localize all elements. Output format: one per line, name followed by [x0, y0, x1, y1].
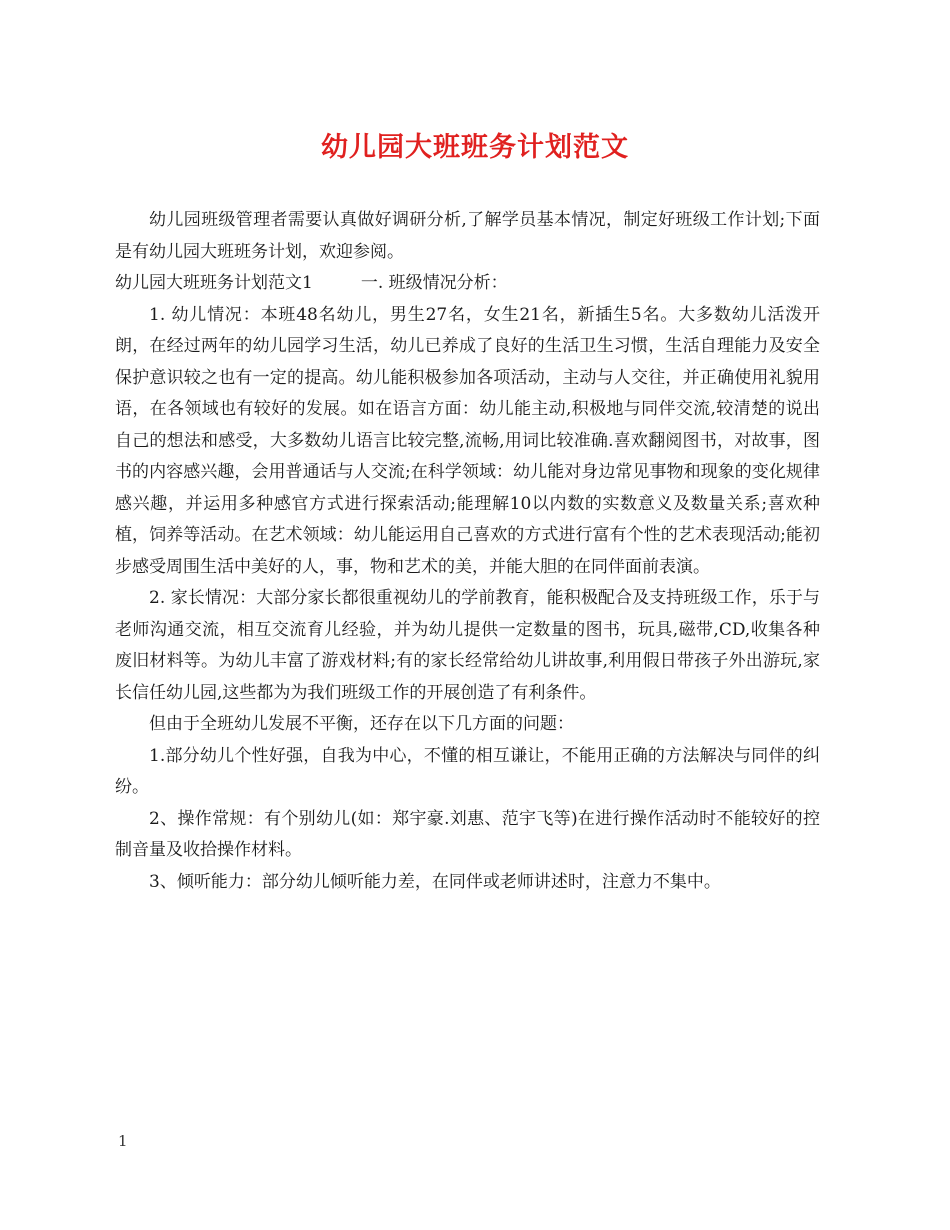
- subheading-title: 幼儿园大班班务计划范文1: [115, 273, 313, 293]
- subheading-line: [115, 268, 820, 300]
- intro-paragraph: 幼儿园班级管理者需要认真做好调研分析,了解学员基本情况，制定好班级工作计划;下面是有幼儿园大班班务计划，欢迎参阅。: [115, 210, 820, 262]
- paragraph-problem-3: 3、倾听能力：部分幼儿倾听能力差，在同伴或老师讲述时，注意力不集中。: [149, 871, 721, 892]
- section-heading: 一. 班级情况分析：: [360, 273, 508, 293]
- paragraph-problems-intro: 但由于全班幼儿发展不平衡，还存在以下几方面的问题：: [149, 714, 574, 734]
- document-title: 幼儿园大班班务计划范文: [321, 132, 629, 163]
- paragraph-problem-1: 1.部分幼儿个性好强，自我为中心，不懂的相互谦让，不能用正确的方法解决与同伴的纠纷。: [115, 745, 820, 797]
- paragraph-children-situation: 1. 幼儿情况：本班48名幼儿，男生27名，女生21名，新插生5名。大多数幼儿活泼开朗，在经过两年的幼儿园学习生活，幼儿已养成了良好的生活卫生习惯，生活自理能力及安全保护意识较之也有一定的提高。幼儿能积极参加各项活动，主动与人交往，并正确使用礼貌用语，在各领域也有较好的发展。如在语言方面：幼儿能主动,积极地与同伴交流,较清楚的说出自己的想法和感受，大多数幼儿语言比较完整,流畅,用词比较准确.喜欢翻阅图书，对故事，图书的内容感兴趣，会用普通话与人交流;在科学领域：幼儿能对身边常见事物和现象的变化规律感兴趣，并运用多种感官方式进行探索活动;能理解10以内数的实数意义及数量关系;喜欢种植，饲养等活动。在艺术领域：幼儿能运用自己喜欢的方式进行富有个性的艺术表现活动;能初步感受周围生活中美好的人，事，物和艺术的美，并能大胆的在同伴面前表演。: [115, 304, 820, 577]
- page-number: 1: [118, 1132, 128, 1150]
- paragraph-problem-2: 2、操作常规：有个别幼儿(如：郑宇豪.刘惠、范宇飞等)在进行操作活动时不能较好的控制音量及收拾操作材料。: [115, 808, 820, 860]
- document-body: [115, 205, 820, 898]
- paragraph-parents-situation: 2. 家长情况：大部分家长都很重视幼儿的学前教育，能积极配合及支持班级工作，乐于与老师沟通交流，相互交流育儿经验，并为幼儿提供一定数量的图书，玩具,磁带,CD,收集各种废旧材料等。为幼儿丰富了游戏材料;有的家长经常给幼儿讲故事,利用假日带孩子外出游玩,家长信任幼儿园,这些都为为我们班级工作的开展创造了有利条件。: [115, 588, 820, 703]
